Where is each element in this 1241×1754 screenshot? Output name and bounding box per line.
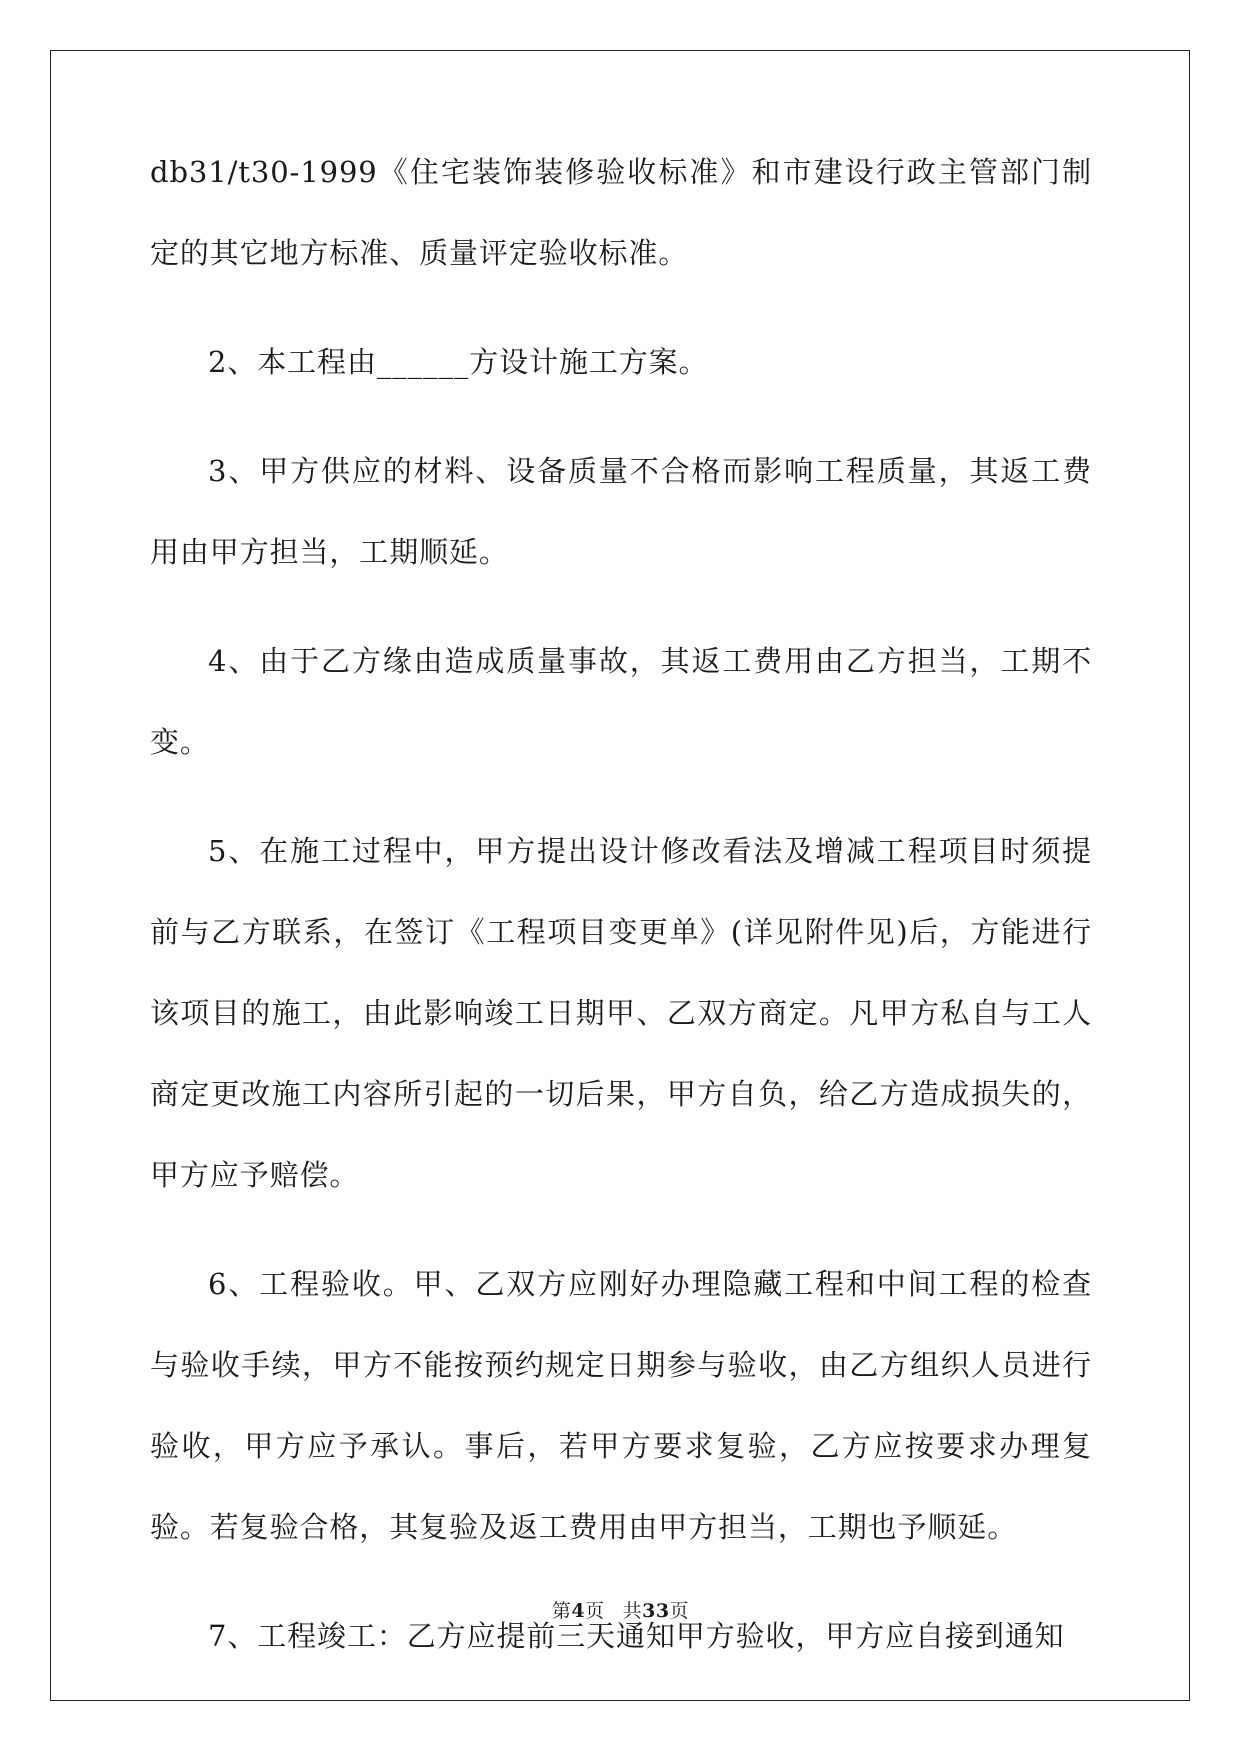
paragraph-item-7: 7、工程竣工：乙方应提前三天通知甲方验收，甲方应自接到通知 <box>208 1619 1065 1653</box>
paragraph-standards-continuation: db31/t30-1999《住宅装饰装修验收标准》和市建设行政主管部门制定的其它地方标准、质量评定验收标准。 <box>150 155 1092 270</box>
total-prefix: 共 <box>622 1600 643 1622</box>
paragraph-item-5: 5、在施工过程中，甲方提出设计修改看法及增减工程项目时须提前与乙方联系，在签订《工程项目变更单》(详见附件见)后，方能进行该项目的施工，由此影响竣工日期甲、乙双方商定。凡甲方私自与工人商定更改施工内容所引起的一切后果，甲方自负，给乙方造成损失的，甲方应予赔偿。 <box>150 834 1092 1192</box>
page-footer <box>0 1596 1241 1623</box>
page-number: 4 <box>571 1600 586 1622</box>
page-suffix: 页 <box>585 1600 605 1622</box>
paragraph-item-4: 4、由于乙方缘由造成质量事故，其返工费用由乙方担当，工期不变。 <box>150 644 1092 759</box>
paragraph-item-3: 3、甲方供应的材料、设备质量不合格而影响工程质量，其返工费用由甲方担当，工期顺延。 <box>150 454 1092 569</box>
total-pages: 33 <box>642 1600 670 1622</box>
page-prefix: 第 <box>551 1600 572 1622</box>
paragraph-item-6: 6、工程验收。甲、乙双方应刚好办理隐藏工程和中间工程的检查与验收手续，甲方不能按预约规定日期参与验收，由乙方组织人员进行验收，甲方应予承认。事后，若甲方要求复验，乙方应按要求办理复验。若复验合格，其复验及返工费用由甲方担当，工期也予顺延。 <box>150 1267 1092 1544</box>
document-body <box>150 155 1092 1705</box>
paragraph-item-2: 2、本工程由______方设计施工方案。 <box>208 345 709 379</box>
total-suffix: 页 <box>669 1600 690 1622</box>
